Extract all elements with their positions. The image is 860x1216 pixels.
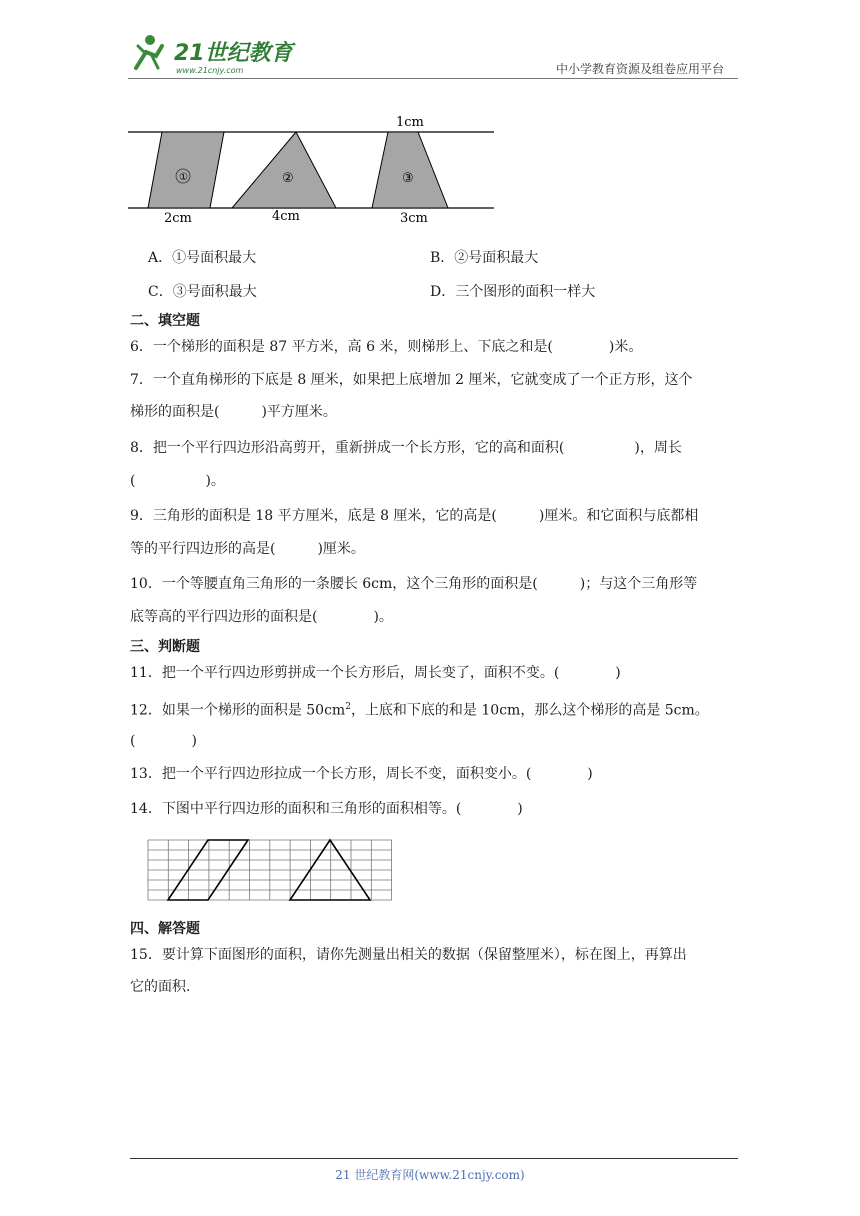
superscript-2: 2 xyxy=(345,702,351,712)
question-15-line1: 15．要计算下面图形的面积，请你先测量出相关的数据（保留整厘米），标在图上，再算出 xyxy=(130,947,687,963)
question-13: 13．把一个平行四边形拉成一个长方形，周长不变，面积变小。( ) xyxy=(130,766,593,782)
grid-figure xyxy=(146,838,394,904)
site-logo xyxy=(128,30,298,76)
question-6: 6．一个梯形的面积是 87 平方米，高 6 米，则梯形上、下底之和是( )米。 xyxy=(130,339,643,355)
question-9-line1: 9．三角形的面积是 18 平方厘米，底是 8 厘米，它的高是( )厘米。和它面积与底都相 xyxy=(130,508,699,524)
footer-divider xyxy=(130,1158,738,1159)
label-bottom-3cm: 3cm xyxy=(400,211,428,226)
section-solve: 四、解答题 xyxy=(130,921,200,937)
question-11: 11．把一个平行四边形剪拼成一个长方形后，周长变了，面积不变。( ) xyxy=(130,665,621,681)
question-7-line1: 7．一个直角梯形的下底是 8 厘米，如果把上底增加 2 厘米，它就变成了一个正方形，这个 xyxy=(130,372,693,388)
logo-text: 21世纪教育 xyxy=(174,41,293,66)
label-shape-1: ① xyxy=(179,172,188,183)
question-15-line2: 它的面积. xyxy=(130,979,191,995)
platform-title: 中小学教育资源及组卷应用平台 xyxy=(555,62,724,76)
option-c[interactable]: C．③号面积最大 xyxy=(148,284,257,300)
question-9-line2: 等的平行四边形的高是( )厘米。 xyxy=(130,541,365,557)
question-10-line2: 底等高的平行四边形的面积是( )。 xyxy=(130,609,393,625)
question-12-line1 xyxy=(130,691,730,727)
option-a[interactable]: A．①号面积最大 xyxy=(148,250,257,266)
label-shape-2: ② xyxy=(282,171,294,186)
logo-url: www.21cnjy.com xyxy=(176,66,244,75)
label-shape-3: ③ xyxy=(402,171,414,186)
label-top-1cm: 1cm xyxy=(396,115,424,130)
question-8-line1: 8．把一个平行四边形沿高剪开，重新拼成一个长方形，它的高和面积( )，周长 xyxy=(130,440,682,456)
question-7-line2: 梯形的面积是( )平方厘米。 xyxy=(130,404,337,420)
question-8-line2: ( )。 xyxy=(130,473,225,489)
question-12-line2: ( ) xyxy=(130,733,197,749)
question-12-post: ，上底和下底的和是 10cm，那么这个梯形的高是 5cm。 xyxy=(350,702,709,719)
triangle-shape xyxy=(232,132,336,208)
section-fill-blank: 二、填空题 xyxy=(130,313,200,329)
footer-text: 21 世纪教育网(www.21cnjy.com) xyxy=(335,1168,525,1182)
shapes-figure xyxy=(128,110,498,228)
option-b[interactable]: B．②号面积最大 xyxy=(430,250,539,266)
question-10-line1: 10．一个等腰直角三角形的一条腰长 6cm，这个三角形的面积是( )；与这个三角形等 xyxy=(130,576,698,592)
header-divider xyxy=(128,78,738,79)
section-judgement: 三、判断题 xyxy=(130,639,200,655)
trapezoid-shape xyxy=(372,132,448,208)
question-12-pre: 12．如果一个梯形的面积是 50cm xyxy=(130,702,346,719)
question-14: 14．下图中平行四边形的面积和三角形的面积相等。( ) xyxy=(130,801,523,817)
label-bottom-4cm: 4cm xyxy=(272,209,300,224)
label-bottom-2cm: 2cm xyxy=(164,211,192,226)
page-header xyxy=(128,30,738,80)
option-d[interactable]: D．三个图形的面积一样大 xyxy=(430,284,596,300)
